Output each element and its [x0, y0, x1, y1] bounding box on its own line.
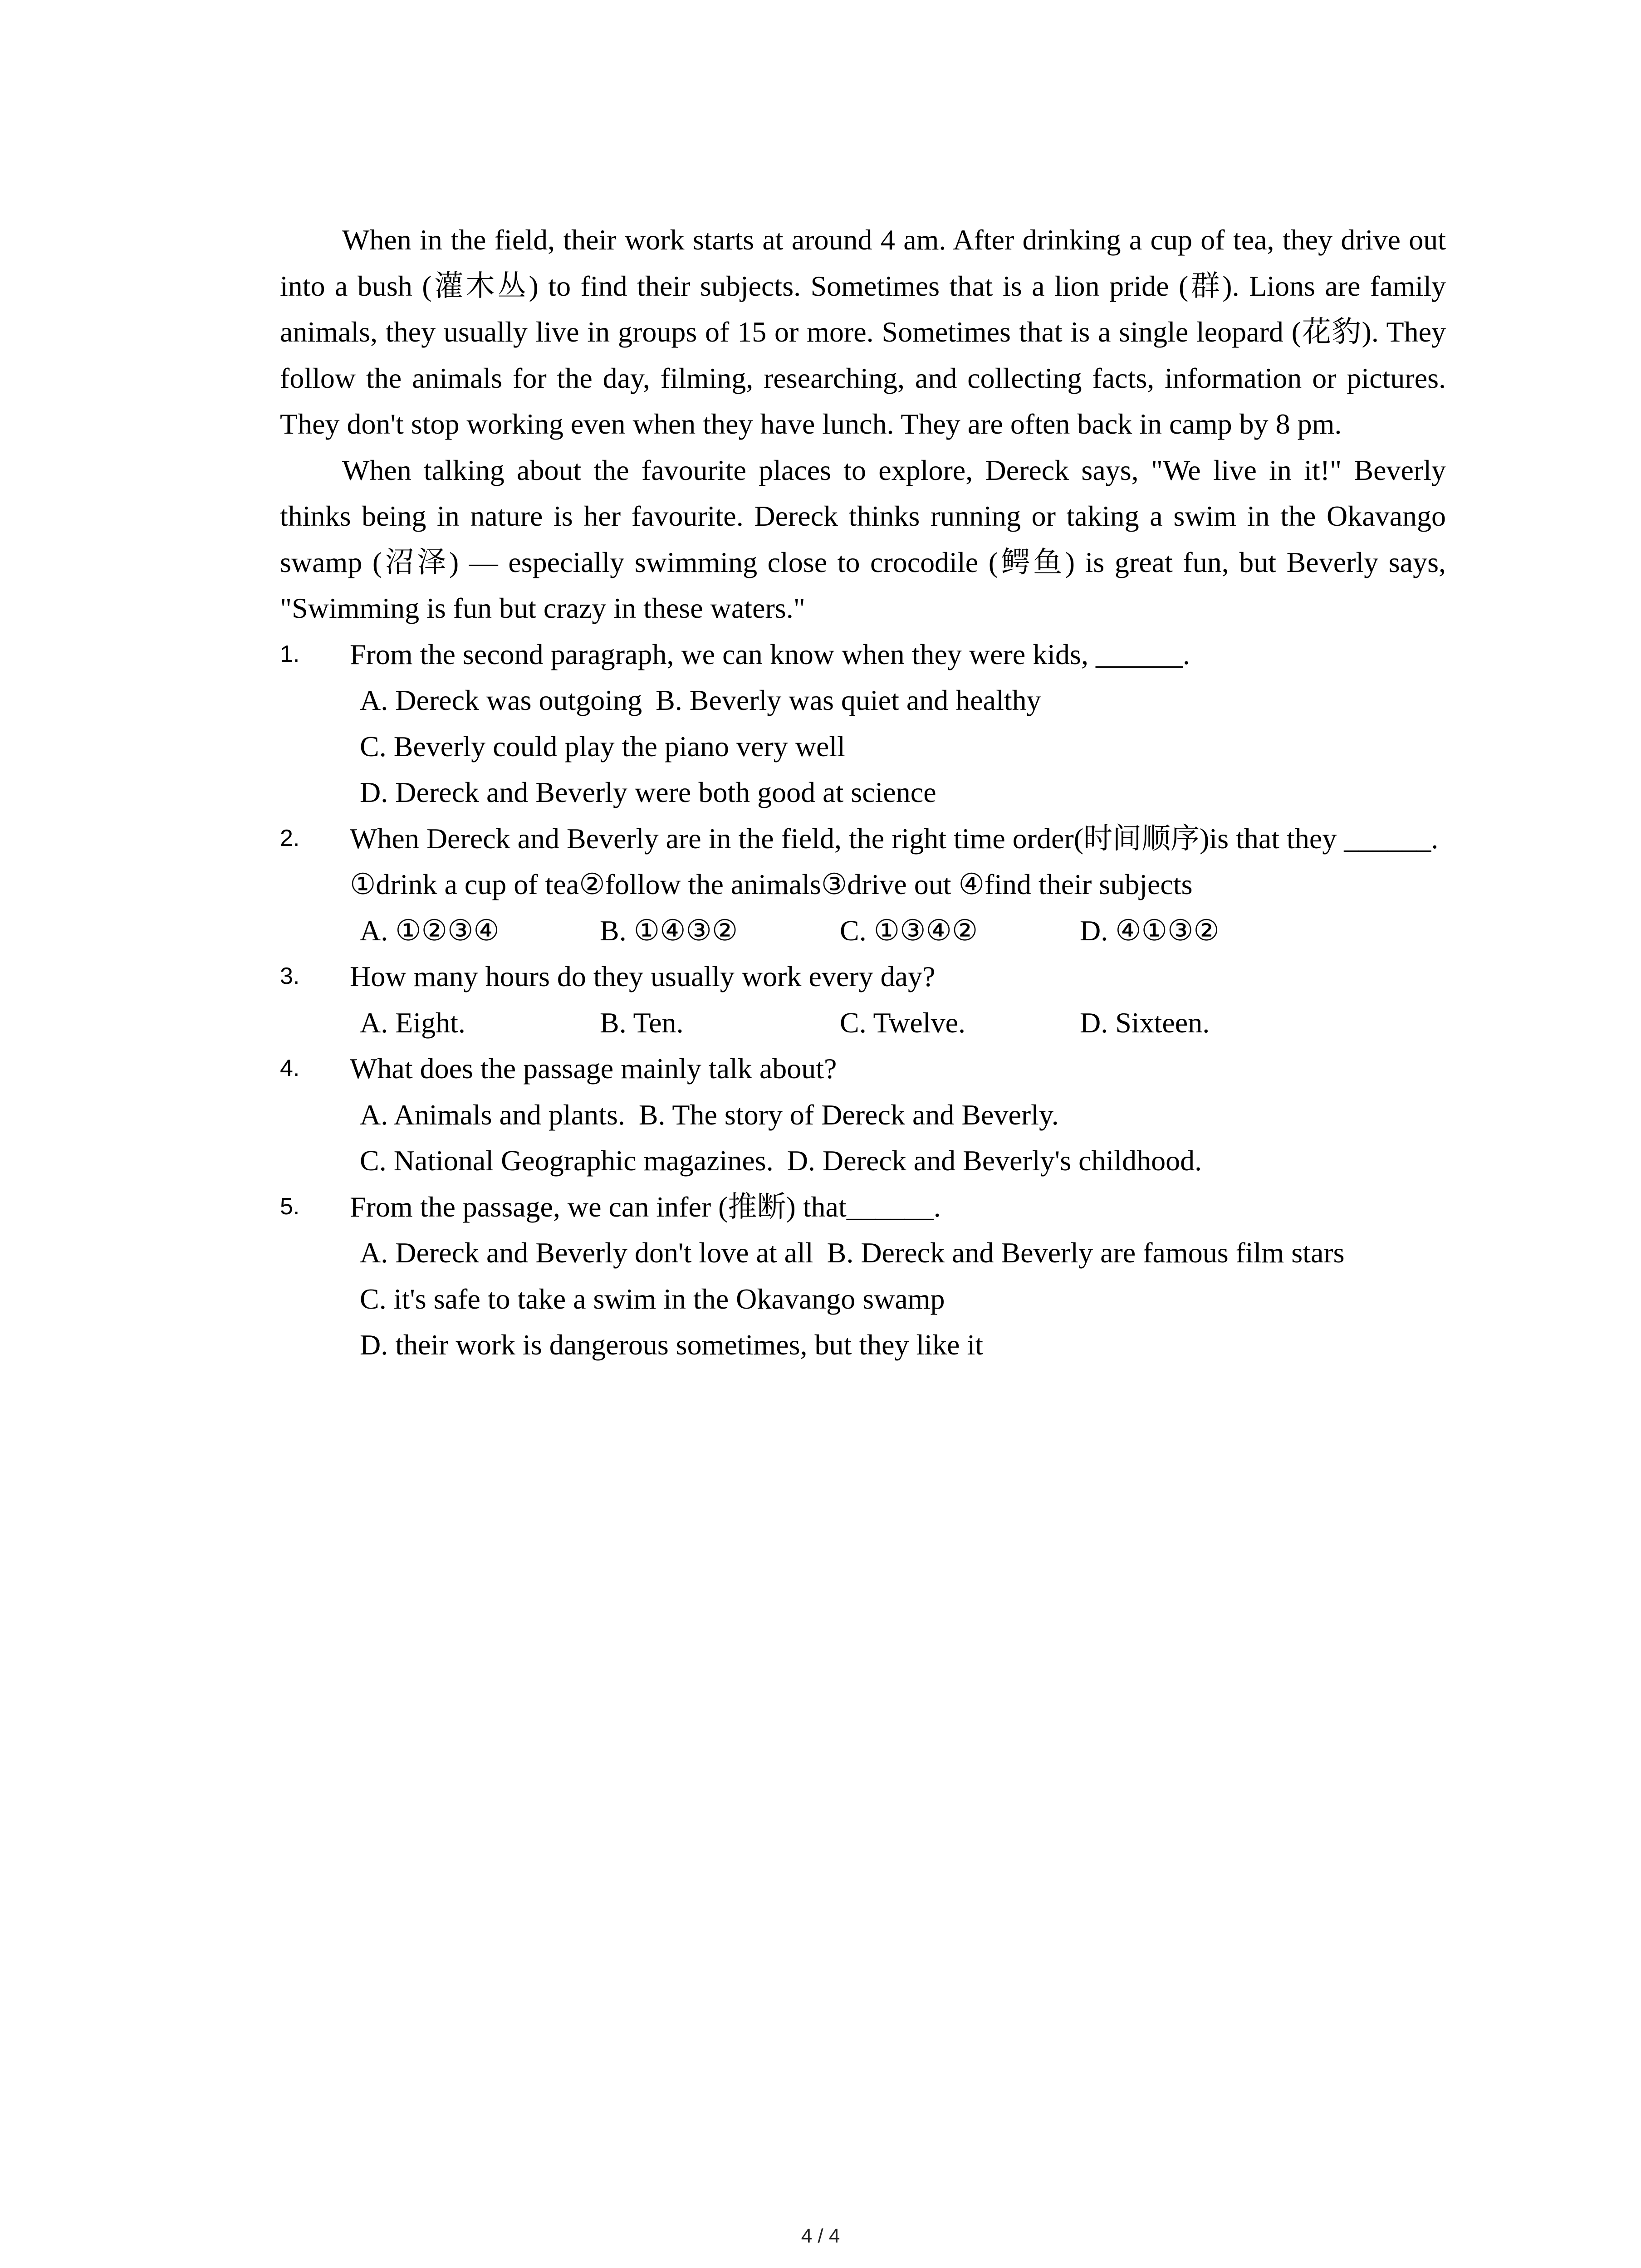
option-d: D. their work is dangerous sometimes, but they like it: [360, 1329, 983, 1361]
option-c: C. National Geographic magazines.: [360, 1144, 774, 1177]
question-4: [280, 1046, 1446, 1184]
question-number: 3.: [280, 963, 300, 989]
options-line: [350, 908, 1446, 954]
options-line: [350, 1092, 1446, 1138]
options-line: [350, 1000, 1446, 1046]
option-a: A. ①②③④: [360, 914, 500, 947]
order-items: ①drink a cup of tea②follow the animals③drive out ④find their subjects: [350, 868, 1193, 900]
option-d: D. ④①③②: [1080, 914, 1220, 947]
options-line: [350, 677, 1446, 723]
page-content: [280, 217, 1446, 1368]
question-number: 4.: [280, 1055, 300, 1081]
options-line: [350, 1230, 1446, 1276]
option-c: C. Beverly could play the piano very well: [360, 730, 845, 763]
question-stem: When Dereck and Beverly are in the field, the right time order(时间顺序)is that they ______.: [350, 822, 1439, 855]
question-stem: From the passage, we can infer (推断) that______.: [350, 1190, 941, 1223]
passage-paragraph-2: When talking about the favourite places to explore, Dereck says, "We live in it!" Beverly thinks being in nature is her favourite. Dereck thinks running or taking a swim in the Okavango swamp (沼泽) — especially swimming close to crocodile (鳄鱼) is great fun, but Beverly says, "Swimming is fun but crazy in these waters.": [280, 454, 1446, 624]
option-a: A. Dereck was outgoing: [360, 684, 642, 716]
option-d: D. Dereck and Beverly's childhood.: [787, 1144, 1202, 1177]
options-line: [350, 1138, 1446, 1184]
question-3: [280, 953, 1446, 1046]
question-stem: What does the passage mainly talk about?: [350, 1052, 837, 1085]
options-line: [350, 1322, 1446, 1368]
question-5: [280, 1184, 1446, 1368]
option-a: A. Dereck and Beverly don't love at all: [360, 1237, 813, 1269]
option-c: C. it's safe to take a swim in the Okavango swamp: [360, 1282, 945, 1315]
question-number: 2.: [280, 825, 300, 851]
option-b: B. Dereck and Beverly are famous film stars: [827, 1237, 1345, 1269]
option-a: A. Eight.: [360, 1006, 465, 1039]
passage-paragraph-1: When in the field, their work starts at around 4 am. After drinking a cup of tea, they drive out into a bush (灌木丛) to find their subjects. Sometimes that is a lion pride (群). Lions are family animals, they usually live in groups of 15 or more. Sometimes that is a single leopard (花豹). They follow the animals for the day, filming, researching, and collecting facts, information or pictures. They don't stop working even when they have lunch. They are often back in camp by 8 pm.: [280, 224, 1446, 440]
question-1: [280, 631, 1446, 816]
option-b: B. Beverly was quiet and healthy: [656, 684, 1041, 716]
option-b: B. Ten.: [600, 1006, 684, 1039]
option-b: B. The story of Dereck and Beverly.: [638, 1098, 1059, 1131]
question-number: 5.: [280, 1193, 300, 1220]
question-stem: How many hours do they usually work every day?: [350, 960, 936, 992]
option-b: B. ①④③②: [600, 914, 738, 947]
options-line: [350, 769, 1446, 816]
question-2: [280, 816, 1446, 954]
page-number: 4 / 4: [801, 2225, 840, 2247]
option-c: C. ①③④②: [840, 914, 978, 947]
options-line: [350, 723, 1446, 770]
question-number: 1.: [280, 640, 300, 667]
option-d: D. Sixteen.: [1080, 1006, 1210, 1039]
option-a: A. Animals and plants.: [360, 1098, 625, 1131]
options-line: [350, 1276, 1446, 1322]
question-stem: From the second paragraph, we can know when they were kids, ______.: [350, 638, 1190, 670]
option-d: D. Dereck and Beverly were both good at science: [360, 776, 936, 808]
option-c: C. Twelve.: [840, 1006, 965, 1039]
